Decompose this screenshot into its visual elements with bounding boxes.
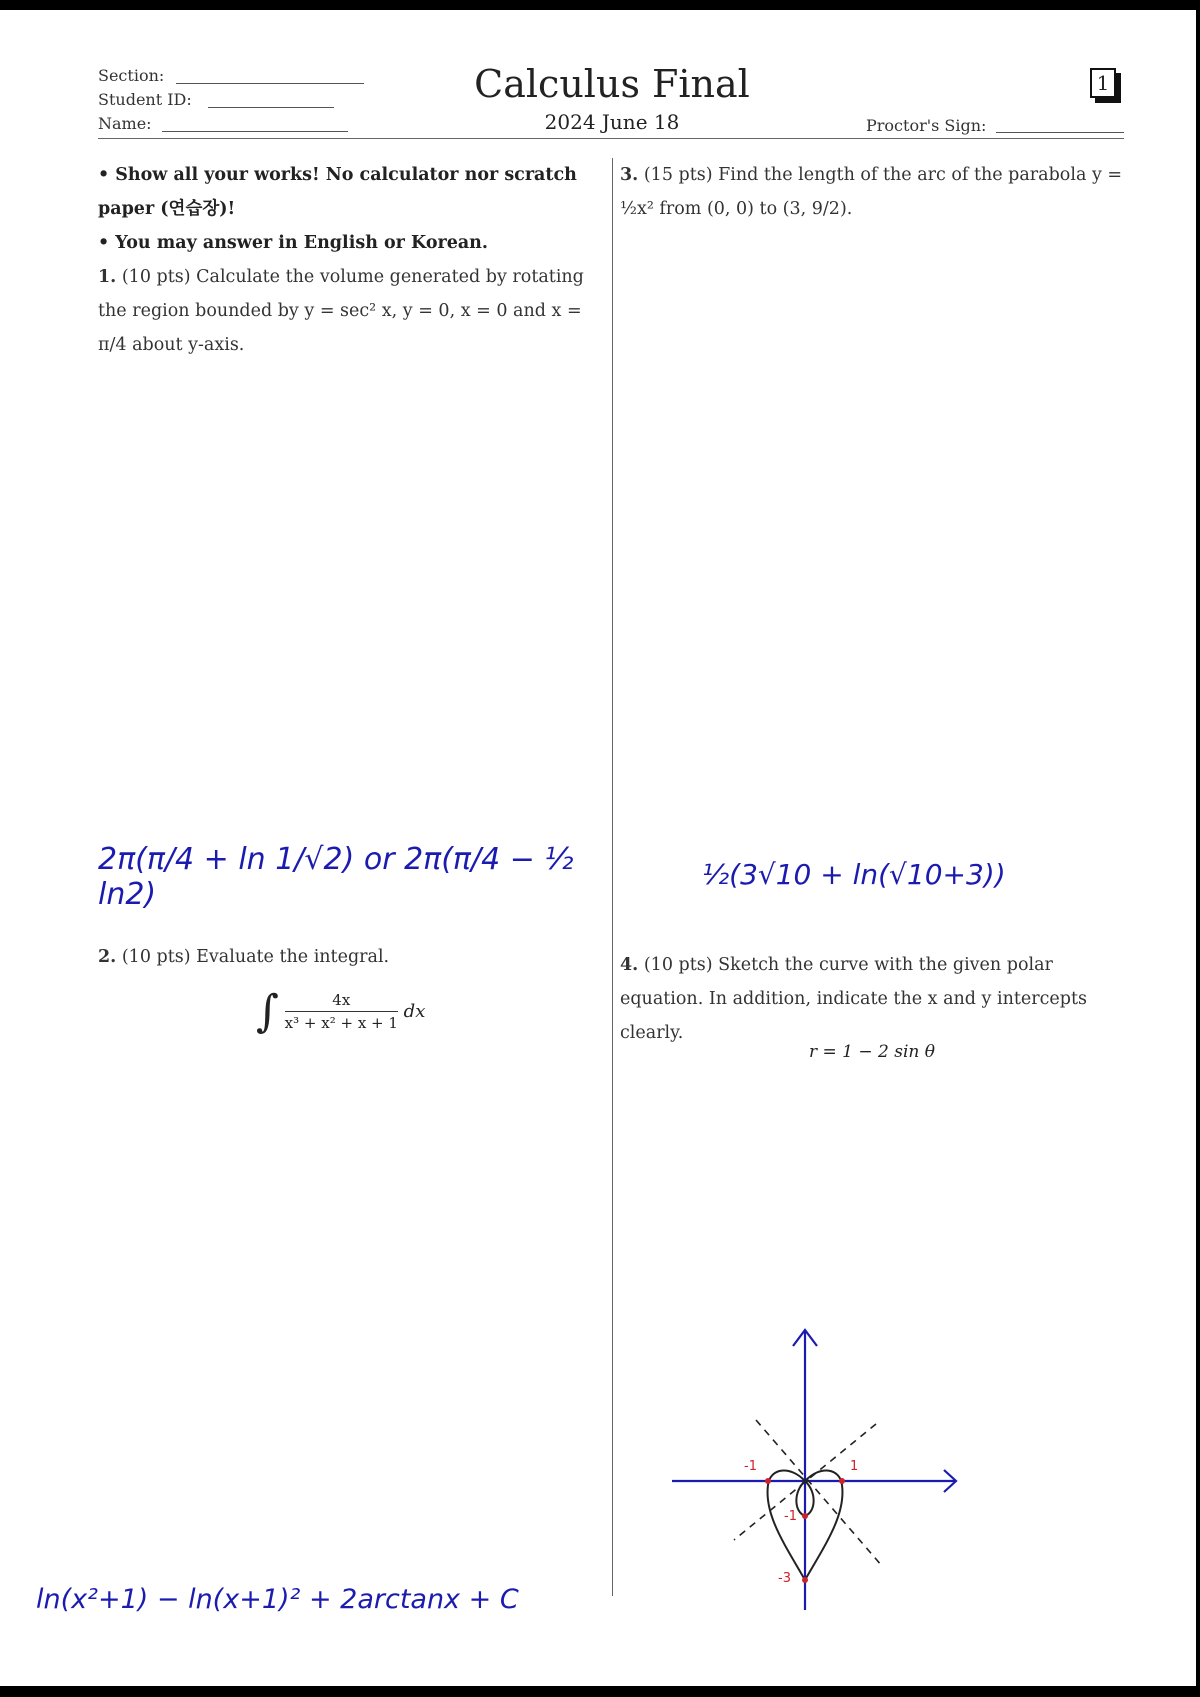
proctor-line	[996, 132, 1124, 133]
name-line	[162, 131, 348, 132]
instruction-2: • You may answer in English or Korean.	[98, 233, 488, 253]
student-id-label: Student ID:	[98, 90, 192, 109]
integral-dx: dx	[403, 1001, 426, 1022]
name-label: Name:	[98, 114, 152, 133]
integral-fraction	[285, 991, 398, 1032]
integral-denominator: x³ + x² + x + 1	[284, 1014, 398, 1032]
question-3-text: (15 pts) Find the length of the arc of the parabola y = ½x² from (0, 0) to (3, 9/2).	[620, 165, 1123, 219]
exam-date: 2024 June 18	[544, 110, 680, 134]
page-number-box: 1	[1090, 68, 1116, 98]
proctor-label: Proctor's Sign:	[866, 116, 987, 135]
answer-1: 2π(π/4 + ln 1/√2) or 2π(π/4 − ½ ln2)	[98, 842, 574, 912]
question-3-number: 3.	[620, 165, 639, 185]
question-4-number: 4.	[620, 955, 639, 975]
exam-title: Calculus Final	[474, 62, 750, 106]
integral-expression	[256, 986, 425, 1037]
intercept-neg1-y	[802, 1513, 808, 1519]
intercept-neg1-x	[765, 1478, 771, 1484]
question-1	[98, 260, 602, 362]
question-4-text: (10 pts) Sketch the curve with the given polar equation. In addition, indicate the x and y intercepts clearly.	[620, 955, 1087, 1043]
exam-page	[0, 10, 1196, 1686]
label-neg1-x: -1	[744, 1459, 757, 1474]
intercept-neg3-y	[802, 1577, 808, 1583]
instruction-1: • Show all your works! No calculator nor scratch paper (연습장)!	[98, 165, 577, 219]
integral-sign: ∫	[256, 986, 279, 1037]
question-2	[98, 940, 602, 974]
question-4	[620, 948, 1124, 1050]
label-neg3-y: -3	[778, 1571, 791, 1586]
question-3	[620, 158, 1124, 226]
question-2-number: 2.	[98, 947, 117, 967]
dashed-line-1	[756, 1420, 882, 1566]
section-line	[176, 83, 364, 84]
question-1-text: (10 pts) Calculate the volume generated by rotating the region bounded by y = sec² x, y = 0, x = 0 and x = π/4 about y-axis.	[98, 267, 584, 355]
question-1-number: 1.	[98, 267, 117, 287]
label-pos1-x: 1	[850, 1459, 859, 1474]
header-rule	[98, 138, 1124, 139]
answer-3: ½(3√10 + ln(√10+3))	[702, 858, 1006, 891]
answer-2: ln(x²+1) − ln(x+1)² + 2arctanx + C	[36, 1584, 519, 1615]
question-2-text: (10 pts) Evaluate the integral.	[121, 947, 390, 967]
label-neg1-y: -1	[784, 1509, 797, 1524]
polar-sketch	[660, 1320, 980, 1620]
intercept-pos1-x	[839, 1478, 845, 1484]
section-label: Section:	[98, 66, 165, 85]
student-id-line	[208, 107, 334, 108]
polar-equation: r = 1 − 2 sin θ	[808, 1042, 935, 1062]
integral-numerator: 4x	[285, 991, 398, 1012]
column-divider	[612, 158, 613, 1596]
